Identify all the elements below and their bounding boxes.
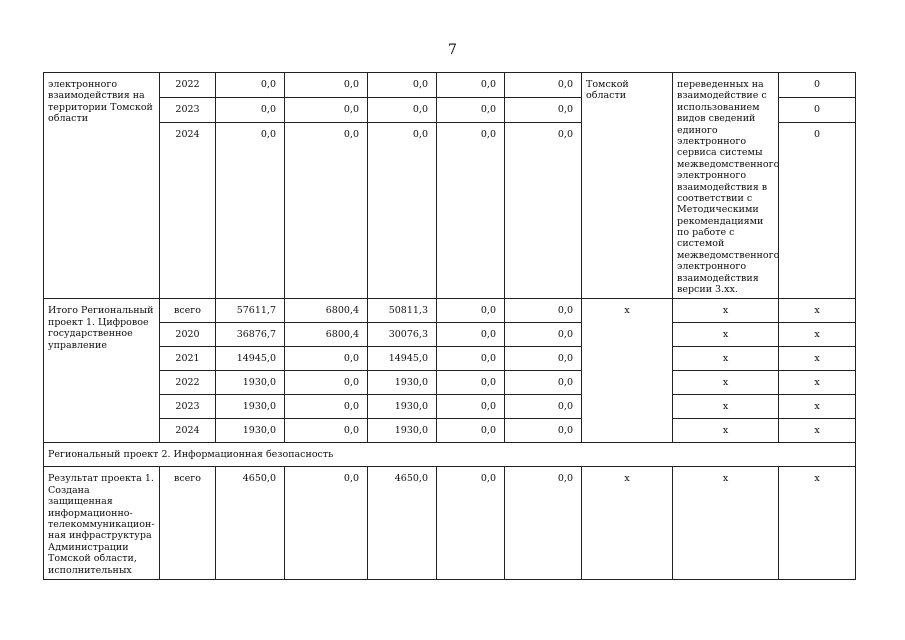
value-cell: 0,0 [285,73,368,98]
table-row [44,371,856,395]
section-row [44,443,856,467]
value-cell: 0,0 [505,395,582,419]
table-row [44,347,856,371]
value-cell: 1930,0 [216,395,285,419]
executor-cell: х [582,467,673,580]
value-cell: 0,0 [437,299,505,323]
year-cell: 2023 [160,395,216,419]
target-cell: 0 [779,97,856,122]
page-number: 7 [448,42,457,58]
value-cell: 6800,4 [285,323,368,347]
value-cell: 1930,0 [216,419,285,443]
table-row [44,467,856,580]
target-cell: х [779,395,856,419]
value-cell: 0,0 [285,122,368,299]
value-cell: 0,0 [437,347,505,371]
value-cell: 0,0 [368,73,437,98]
executor-cell: х [582,299,673,443]
value-cell: 4650,0 [216,467,285,580]
value-cell: 0,0 [437,371,505,395]
table-row [44,419,856,443]
value-cell: 1930,0 [368,395,437,419]
year-cell: 2022 [160,371,216,395]
target-cell: х [779,467,856,580]
value-cell: 0,0 [437,122,505,299]
year-cell: 2023 [160,97,216,122]
target-cell: 0 [779,122,856,299]
value-cell: 0,0 [285,419,368,443]
indicator-cell: х [673,395,779,419]
value-cell: 0,0 [285,395,368,419]
indicator-cell: х [673,371,779,395]
value-cell: 0,0 [437,419,505,443]
value-cell: 0,0 [505,371,582,395]
table-row [44,73,856,98]
budget-table [43,72,856,580]
value-cell: 0,0 [285,97,368,122]
indicator-cell: х [673,347,779,371]
value-cell: 0,0 [505,419,582,443]
value-cell: 0,0 [437,467,505,580]
value-cell: 0,0 [285,347,368,371]
indicator-cell: х [673,419,779,443]
section-title: Региональный проект 2. Информационная безопасность [44,443,856,467]
year-cell: 2021 [160,347,216,371]
value-cell: 0,0 [505,467,582,580]
target-cell: 0 [779,73,856,98]
year-cell: 2022 [160,73,216,98]
value-cell: 4650,0 [368,467,437,580]
target-cell: х [779,323,856,347]
value-cell: 0,0 [505,299,582,323]
executor-cell: Томской области [582,73,673,299]
year-cell: 2020 [160,323,216,347]
value-cell: 0,0 [216,122,285,299]
target-cell: х [779,419,856,443]
value-cell: 0,0 [368,97,437,122]
value-cell: 0,0 [285,371,368,395]
value-cell: 0,0 [216,73,285,98]
value-cell: 1930,0 [368,419,437,443]
indicator-cell: х [673,467,779,580]
value-cell: 50811,3 [368,299,437,323]
table-row [44,299,856,323]
value-cell: 0,0 [505,73,582,98]
year-cell: всего [160,299,216,323]
year-cell: всего [160,467,216,580]
value-cell: 0,0 [368,122,437,299]
row-label: Результат проекта 1. Создана защищенная информационно-телекоммуникацион-ная инфраструктура Администрации Томской области, исполнительных [44,467,160,580]
table-row [44,323,856,347]
table-row [44,395,856,419]
indicator-cell: переведенных на взаимодействие с использованием видов сведений единого электронного сервиса системы межведомственного электронного взаимодействия в соответствии с Методическими рекомендациями по работе с системой межведомственного электронного взаимодействия версии 3.хх. [673,73,779,299]
value-cell: 0,0 [437,73,505,98]
value-cell: 0,0 [285,467,368,580]
value-cell: 57611,7 [216,299,285,323]
value-cell: 0,0 [505,122,582,299]
value-cell: 0,0 [505,97,582,122]
value-cell: 30076,3 [368,323,437,347]
value-cell: 14945,0 [368,347,437,371]
value-cell: 0,0 [505,347,582,371]
value-cell: 0,0 [437,323,505,347]
indicator-cell: х [673,299,779,323]
target-cell: х [779,299,856,323]
row-label: Итого Региональный проект 1. Цифровое государственное управление [44,299,160,443]
row-label: электронного взаимодействия на территории Томской области [44,73,160,299]
indicator-cell: х [673,323,779,347]
value-cell: 14945,0 [216,347,285,371]
value-cell: 0,0 [216,97,285,122]
year-cell: 2024 [160,122,216,299]
value-cell: 1930,0 [368,371,437,395]
year-cell: 2024 [160,419,216,443]
value-cell: 0,0 [437,395,505,419]
target-cell: х [779,371,856,395]
value-cell: 36876,7 [216,323,285,347]
value-cell: 1930,0 [216,371,285,395]
value-cell: 0,0 [437,97,505,122]
value-cell: 6800,4 [285,299,368,323]
value-cell: 0,0 [505,323,582,347]
target-cell: х [779,347,856,371]
